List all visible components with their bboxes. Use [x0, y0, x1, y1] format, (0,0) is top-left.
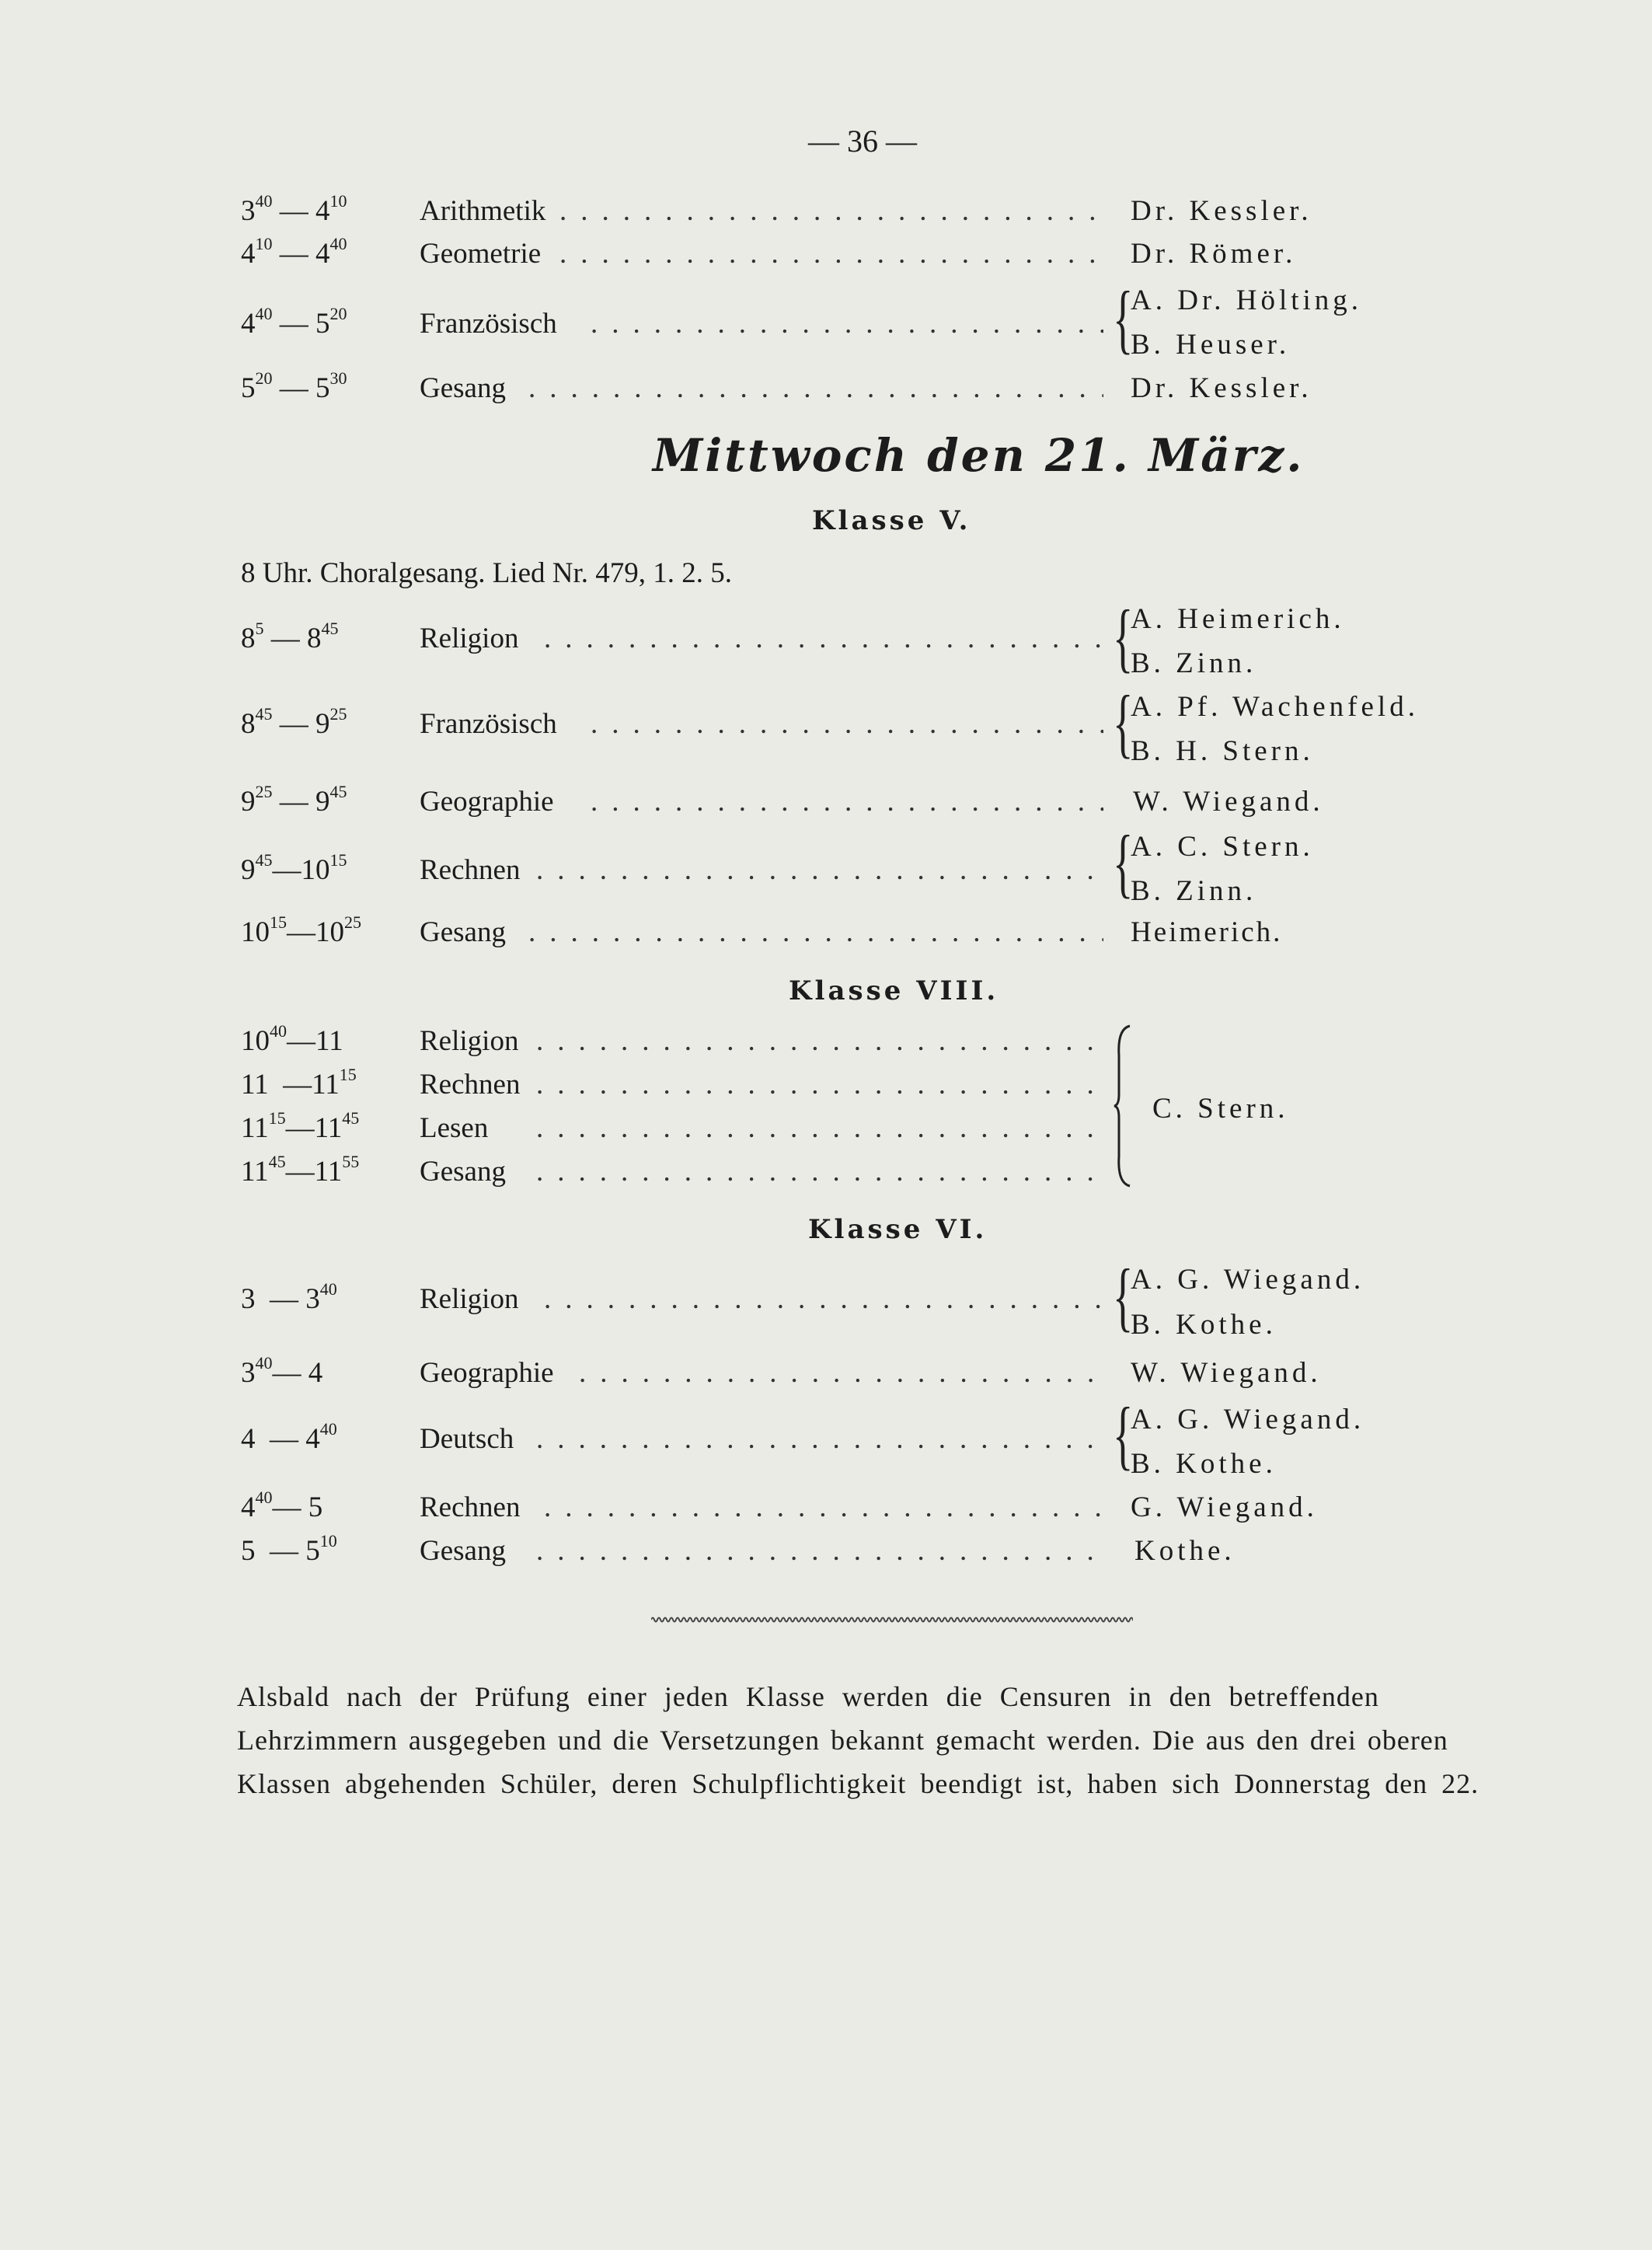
schedule-row — [0, 191, 1360, 238]
time-range: $11^{15}—11^{45}$ — [241, 1108, 360, 1144]
brace: { — [1113, 594, 1134, 680]
time-range: 3 — $3^{40}$ — [241, 1279, 337, 1315]
time-range: $4^{40}$ — $5^{20}$ — [241, 304, 347, 340]
teacher: Dr. Kessler. — [1131, 195, 1312, 227]
subject: Geographie — [420, 1357, 554, 1389]
leader-dots — [591, 785, 1103, 822]
teacher: G. Wiegand. — [1131, 1491, 1318, 1523]
teacher-line — [0, 1403, 1391, 1446]
teacher: B. Kothe. — [1131, 1309, 1277, 1341]
teacher-line — [0, 734, 1360, 778]
time-range: $10^{15}—10^{25}$ — [241, 912, 361, 948]
teacher-line — [0, 1263, 1391, 1306]
time-range: $5^{20}$ — $5^{30}$ — [241, 368, 347, 404]
leader-dots — [536, 1155, 1096, 1192]
teacher: B. Zinn. — [1131, 875, 1257, 907]
paragraph-line: Lehrzimmern ausgegeben und die Versetzungen bekannt gemacht werden. Die aus den drei oberen — [237, 1725, 1448, 1756]
schedule-row — [0, 368, 1360, 415]
time-range: $8^5$ — $8^{45}$ — [241, 619, 339, 654]
leader-dots — [528, 372, 1103, 409]
leader-dots — [579, 1356, 1103, 1394]
class-heading: Klasse V. — [812, 505, 971, 536]
leader-dots — [544, 1491, 1103, 1528]
schedule-row — [0, 1531, 1360, 1578]
teacher-line — [0, 602, 1360, 646]
class-heading: Klasse VI. — [808, 1214, 988, 1245]
leader-dots — [559, 194, 1103, 232]
teacher: A. Pf. Wachenfeld. — [1131, 691, 1419, 723]
time-range: 11 $—11^{15}$ — [241, 1065, 357, 1101]
teacher-line — [0, 1447, 1360, 1491]
subject: Gesang — [420, 372, 506, 404]
subject: Rechnen — [420, 1069, 521, 1101]
subject: Lesen — [420, 1112, 489, 1144]
schedule-row — [0, 912, 1360, 959]
time-range: $3^{40}—$ 4 — [241, 1353, 323, 1389]
subject: Gesang — [420, 1535, 506, 1567]
teacher-line — [0, 830, 1360, 874]
leader-dots — [536, 1024, 1096, 1062]
subject: Religion — [420, 1025, 519, 1057]
teacher-line — [0, 874, 1360, 918]
time-range: $3^{40}$ — $4^{10}$ — [241, 191, 347, 227]
schedule-row — [0, 1152, 1119, 1198]
teacher: Dr. Römer. — [1131, 238, 1297, 270]
schedule-row — [0, 234, 1360, 281]
brace: { — [1113, 275, 1134, 361]
teacher: A. Heimerich. — [1131, 603, 1345, 635]
teacher: Kothe. — [1134, 1535, 1236, 1567]
schedule-row — [0, 1488, 1360, 1534]
subject: Rechnen — [420, 854, 521, 886]
subject: Geographie — [420, 786, 554, 818]
time-range: $8^{45}$ — $9^{25}$ — [241, 704, 347, 740]
brace: { — [1113, 819, 1134, 905]
subject: Geometrie — [420, 238, 542, 270]
teacher-line — [0, 284, 1363, 327]
subject: Gesang — [420, 1156, 506, 1188]
subject: Rechnen — [420, 1491, 521, 1523]
teacher: Heimerich. — [1131, 916, 1283, 948]
brace: { — [1113, 1391, 1134, 1477]
time-range: $10^{40}—11$ — [241, 1021, 343, 1057]
teacher: Dr. Kessler. — [1131, 372, 1312, 404]
time-range: $4^{40}—$ 5 — [241, 1488, 323, 1523]
subject: Gesang — [420, 916, 506, 948]
hymn-line: 8 Uhr. Choralgesang. Lied Nr. 479, 1. 2. 5. — [241, 557, 732, 589]
time-range: 5 — $5^{10}$ — [241, 1531, 337, 1567]
time-range: 4 — $4^{40}$ — [241, 1419, 337, 1455]
teacher-line — [0, 690, 1476, 734]
schedule-row — [0, 782, 1360, 828]
teacher: A. Dr. Hölting. — [1131, 284, 1363, 316]
teacher: A. C. Stern. — [1131, 831, 1314, 863]
leader-dots — [559, 237, 1103, 274]
teacher: C. Stern. — [1152, 1093, 1289, 1125]
class-heading: Klasse VIII. — [789, 975, 999, 1006]
teacher: W. Wiegand. — [1133, 786, 1324, 818]
subject: Religion — [420, 1283, 519, 1315]
subject: Deutsch — [420, 1423, 514, 1455]
teacher-line — [0, 1308, 1360, 1352]
subject: Arithmetik — [420, 195, 546, 227]
page-number: — 36 — — [808, 124, 917, 159]
teacher: A. G. Wiegand. — [1131, 1264, 1365, 1296]
teacher: B. H. Stern. — [1131, 735, 1314, 767]
subject: Religion — [420, 623, 519, 654]
brace: { — [1113, 1253, 1134, 1339]
day-heading: Mittwoch den 21. März. — [653, 429, 1305, 482]
time-range: $9^{45}—10^{15}$ — [241, 850, 347, 886]
subject: Französisch — [420, 308, 557, 340]
time-range: $11^{45}—11^{55}$ — [241, 1152, 360, 1188]
paragraph-line: Klassen abgehenden Schüler, deren Schulpflichtigkeit beendigt ist, haben sich Donnerstag den 22. — [237, 1768, 1479, 1799]
schedule-row — [0, 1353, 1360, 1400]
time-range: $9^{25}$ — $9^{45}$ — [241, 782, 347, 818]
teacher-line — [0, 328, 1360, 372]
leader-dots — [536, 1534, 1103, 1572]
time-range: $4^{10}$ — $4^{40}$ — [241, 234, 347, 270]
teacher: W. Wiegand. — [1131, 1357, 1322, 1389]
subject: Französisch — [420, 708, 557, 740]
teacher-line — [0, 647, 1360, 690]
teacher: B. Kothe. — [1131, 1448, 1277, 1480]
paragraph-line: Alsbald nach der Prüfung einer jeden Klasse werden die Censuren in den betreffenden — [237, 1681, 1379, 1712]
schedule-row — [0, 1021, 1119, 1068]
wavy-divider — [651, 1614, 1133, 1625]
teacher: A. G. Wiegand. — [1131, 1404, 1365, 1435]
teacher-line — [0, 1092, 1360, 1135]
teacher: B. Heuser. — [1131, 329, 1291, 361]
teacher: B. Zinn. — [1131, 647, 1257, 679]
leader-dots — [528, 916, 1103, 953]
brace: { — [1113, 679, 1134, 766]
